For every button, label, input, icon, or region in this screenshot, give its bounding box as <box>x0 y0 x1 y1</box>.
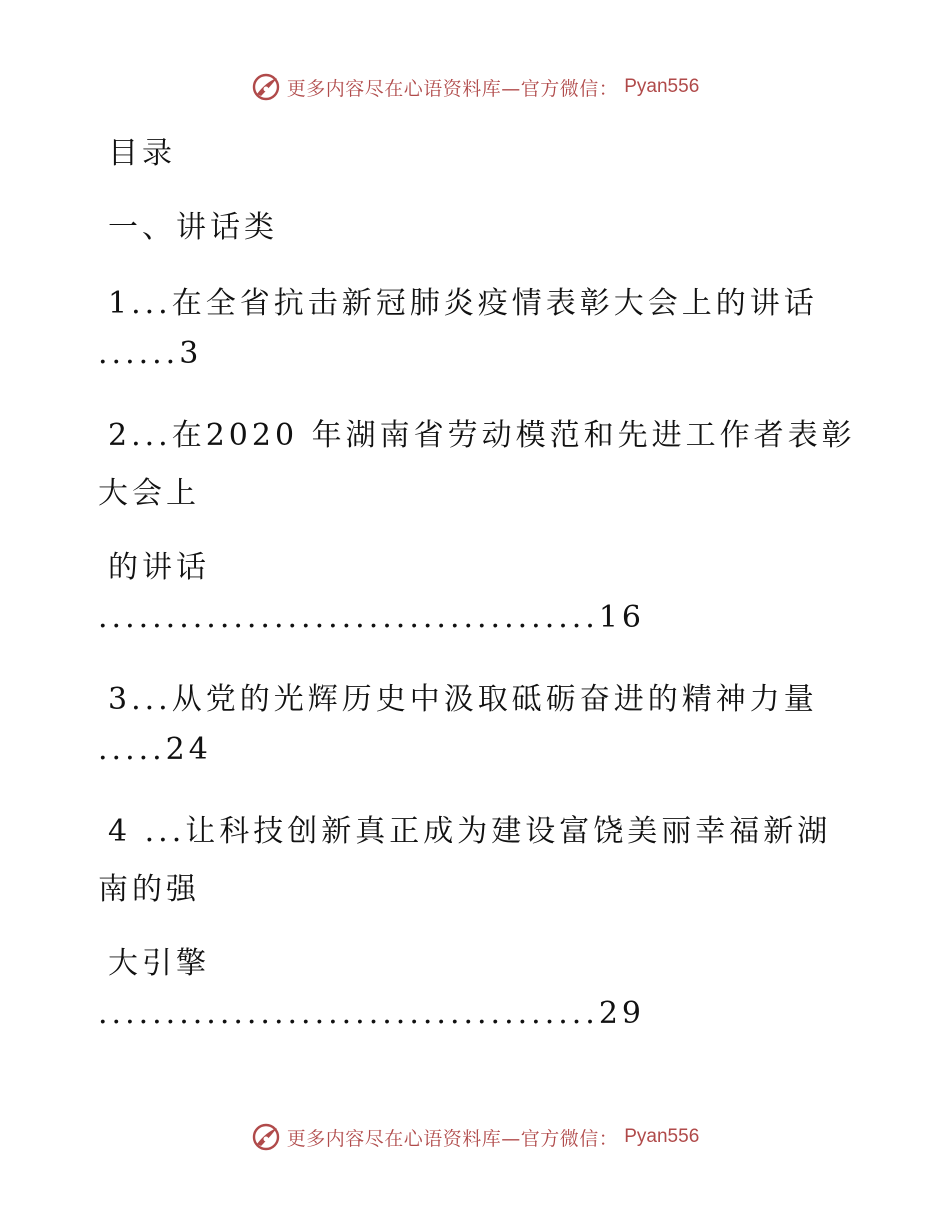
toc-entry-2-title: 2...在2020 年湖南省劳动模范和先进工作者表彰 <box>108 418 856 453</box>
quill-logo-icon <box>251 72 281 102</box>
toc-heading: 目录 <box>108 136 176 171</box>
toc-entry-4-leader: .....................................29 <box>98 996 646 1031</box>
watermark-wechat-id: Pyan556 <box>624 76 700 97</box>
watermark-wechat-id: Pyan556 <box>624 1126 700 1147</box>
watermark-text: 更多内容尽在心语资料库—官方微信： <box>286 1127 619 1150</box>
toc-entry-3-title: 3...从党的光辉历史中汲取砥砺奋进的精神力量 <box>108 682 818 717</box>
toc-entry-4-title-end: 大引擎 <box>108 946 210 981</box>
watermark-footer <box>0 1122 950 1152</box>
toc-entry-3-leader: .....24 <box>98 732 212 767</box>
toc-entry-2-leader: .....................................16 <box>98 600 646 635</box>
toc-entry-1-title: 1...在全省抗击新冠肺炎疫情表彰大会上的讲话 <box>108 286 818 321</box>
toc-entry-1-leader: ......3 <box>98 336 203 371</box>
toc-entry-4-title-cont: 南的强 <box>98 872 200 907</box>
watermark-header <box>0 72 950 102</box>
toc-section-title: 一、讲话类 <box>108 210 278 245</box>
toc-entry-2-title-cont: 大会上 <box>98 476 200 511</box>
watermark-text: 更多内容尽在心语资料库—官方微信： <box>286 77 619 100</box>
toc-entry-2-title-end: 的讲话 <box>108 550 210 585</box>
toc-entry-4-title: 4 ...让科技创新真正成为建设富饶美丽幸福新湖 <box>108 814 832 849</box>
quill-logo-icon <box>251 1122 281 1152</box>
